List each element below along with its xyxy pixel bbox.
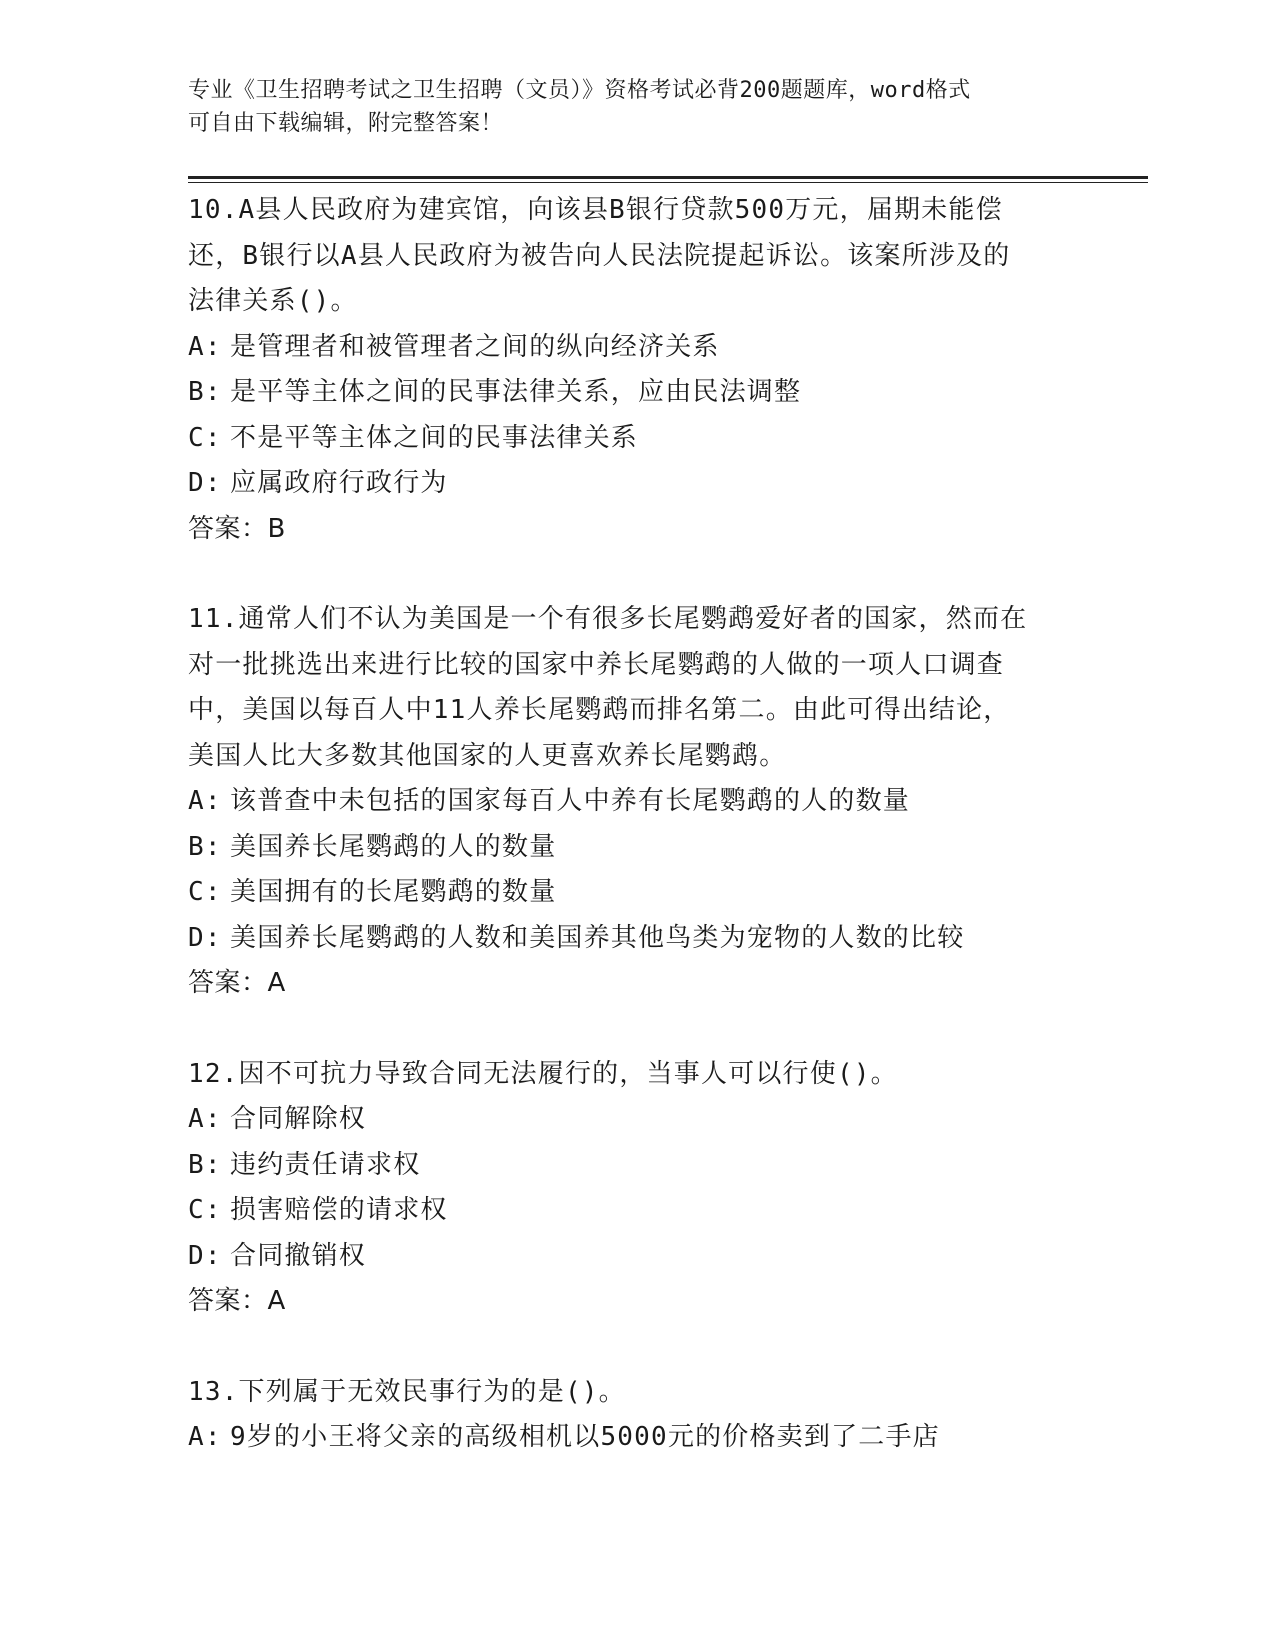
option-b <box>188 1143 1088 1189</box>
question-text-line: 法律关系()。 <box>188 286 358 316</box>
option-key: A: <box>188 786 222 816</box>
option-c <box>188 870 1088 916</box>
option-c <box>188 1188 1088 1234</box>
option-text: 是平等主体之间的民事法律关系，应由民法调整 <box>230 377 802 407</box>
option-key: B: <box>188 831 222 862</box>
option-text: 合同解除权 <box>230 1104 367 1134</box>
question-block <box>188 1370 1088 1461</box>
header-divider-thin <box>188 182 1148 183</box>
option-a <box>188 1097 1088 1143</box>
option-text: 美国养长尾鹦鹉的人数和美国养其他鸟类为宠物的人数的比较 <box>230 922 965 953</box>
answer-line: 答案：B <box>188 513 286 544</box>
question-text-line: 中，美国以每百人中11人养长尾鹦鹉而排名第二。由此可得出结论， <box>188 695 1011 725</box>
option-text: 是管理者和被管理者之间的纵向经济关系 <box>230 331 720 362</box>
option-key: B: <box>188 377 222 407</box>
option-a <box>188 325 1088 371</box>
header-divider-thick <box>188 176 1148 179</box>
option-text: 美国养长尾鹦鹉的人的数量 <box>230 831 557 862</box>
question-block <box>188 188 1088 552</box>
option-key: A: <box>188 331 222 362</box>
option-text: 不是平等主体之间的民事法律关系 <box>230 422 639 453</box>
option-text: 9岁的小王将父亲的高级相机以5000元的价格卖到了二手店 <box>230 1422 940 1452</box>
question-text-line: 12.因不可抗力导致合同无法履行的，当事人可以行使()。 <box>188 1058 898 1089</box>
option-key: D: <box>188 468 222 498</box>
question-text-line: 10.A县人民政府为建宾馆，向该县B银行贷款500万元，届期未能偿 <box>188 195 1003 225</box>
option-key: C: <box>188 422 222 453</box>
option-a <box>188 779 1088 825</box>
option-a <box>188 1415 1088 1461</box>
header-line-1: 专业《卫生招聘考试之卫生招聘（文员）》资格考试必背200题题库，word格式 <box>188 78 971 103</box>
option-d <box>188 1234 1088 1280</box>
document-header <box>188 74 1088 140</box>
header-line-2: 可自由下载编辑，附完整答案！ <box>188 111 504 136</box>
option-key: D: <box>188 1240 222 1271</box>
option-key: A: <box>188 1422 222 1452</box>
option-text: 损害赔偿的请求权 <box>230 1195 448 1225</box>
option-d <box>188 461 1088 507</box>
option-key: B: <box>188 1149 222 1180</box>
option-c <box>188 416 1088 462</box>
question-text-line: 美国人比大多数其他国家的人更喜欢养长尾鹦鹉。 <box>188 740 787 771</box>
option-key: C: <box>188 1195 222 1225</box>
question-block <box>188 1052 1088 1325</box>
answer-line: 答案：A <box>188 1286 286 1316</box>
question-list <box>188 188 1088 1506</box>
option-b <box>188 370 1088 416</box>
question-text-line: 还，B银行以A县人民政府为被告向人民法院提起诉讼。该案所涉及的 <box>188 240 1011 271</box>
option-text: 该普查中未包括的国家每百人中养有长尾鹦鹉的人的数量 <box>230 786 911 816</box>
option-text: 美国拥有的长尾鹦鹉的数量 <box>230 877 557 907</box>
question-block <box>188 597 1088 1007</box>
option-b <box>188 825 1088 871</box>
option-key: D: <box>188 922 222 953</box>
option-key: A: <box>188 1104 222 1134</box>
option-text: 违约责任请求权 <box>230 1149 421 1180</box>
option-text: 合同撤销权 <box>230 1240 367 1271</box>
question-text-line: 13.下列属于无效民事行为的是()。 <box>188 1376 626 1407</box>
option-text: 应属政府行政行为 <box>230 468 448 498</box>
question-text-line: 11.通常人们不认为美国是一个有很多长尾鹦鹉爱好者的国家，然而在 <box>188 604 1028 634</box>
option-d <box>188 916 1088 962</box>
answer-line: 答案：A <box>188 968 286 998</box>
option-key: C: <box>188 877 222 907</box>
question-text-line: 对一批挑选出来进行比较的国家中养长尾鹦鹉的人做的一项人口调查 <box>188 649 1005 680</box>
